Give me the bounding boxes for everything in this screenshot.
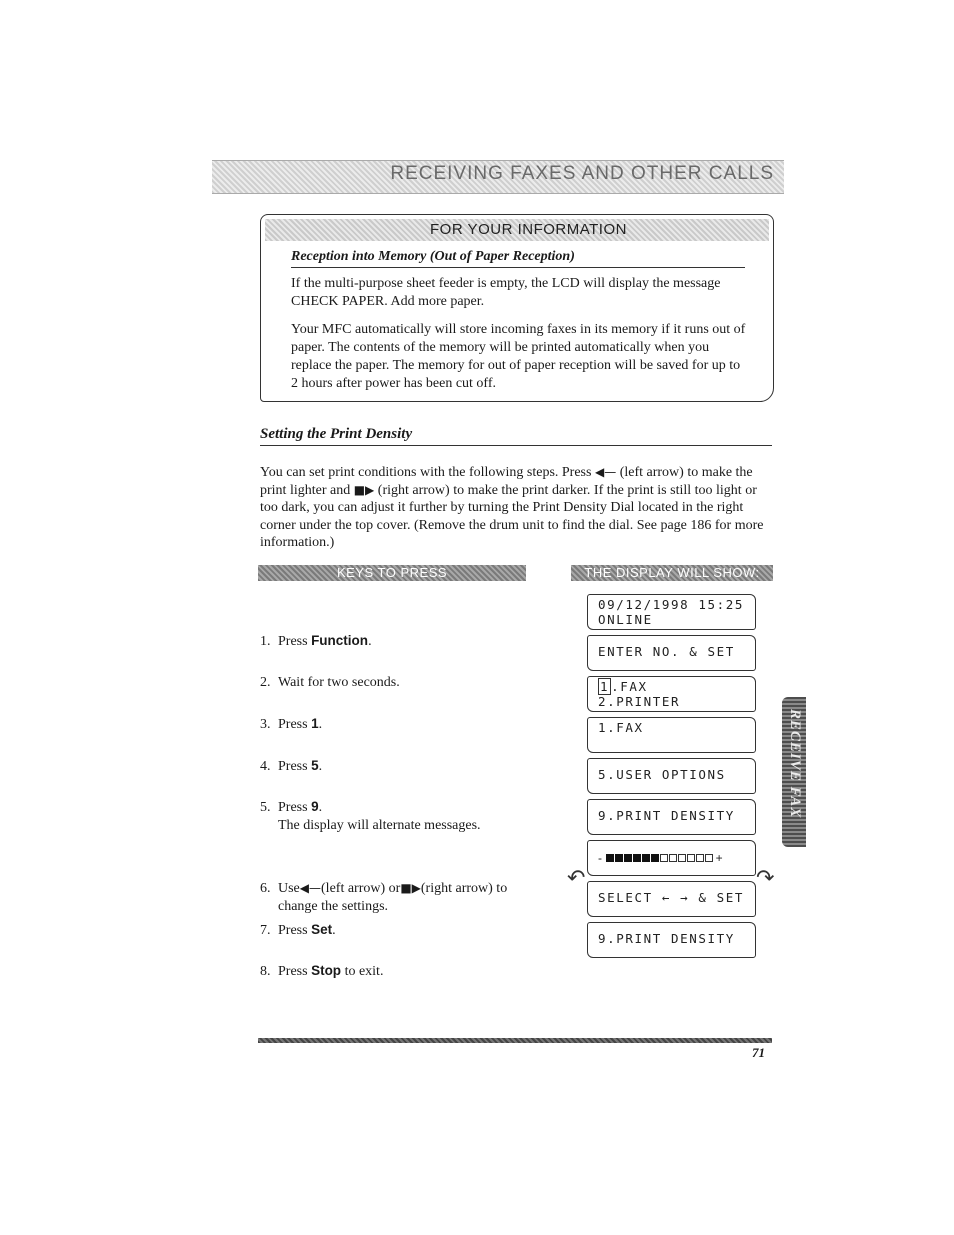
set-key: Set bbox=[311, 922, 333, 937]
density-segment-empty bbox=[678, 854, 686, 862]
step-4: 4. Press 5. bbox=[260, 758, 323, 774]
lcd-display-enter-no: ENTER NO. & SET bbox=[587, 635, 756, 671]
info-paragraph-1: If the multi-purpose sheet feeder is empty, the LCD will display the message CHECK PAPER. Add more paper. bbox=[291, 276, 721, 309]
info-banner-label: FOR YOUR INFORMATION bbox=[430, 221, 627, 238]
info-paragraph-2: Your MFC automatically will store incoming faxes in its memory if it runs out of paper. The contents of the memory will be printed automatically when you replace the paper. The memory for out of paper reception will be saved for up to 2 hours after power has been cut off. bbox=[291, 322, 746, 391]
lcd-display-fax: 1.FAX bbox=[587, 717, 756, 753]
key-5: 5 bbox=[311, 758, 319, 773]
density-level-bar bbox=[598, 851, 724, 865]
density-segment-empty bbox=[696, 854, 704, 862]
alternate-arrow-left-icon: ↶ bbox=[567, 866, 586, 891]
selected-item-indicator: 1 bbox=[600, 679, 610, 694]
stop-key: Stop bbox=[311, 963, 342, 978]
density-segment-filled bbox=[642, 854, 650, 862]
info-banner bbox=[265, 219, 769, 241]
step-8: 8. Press Stop to exit. bbox=[260, 963, 384, 979]
density-minus: - bbox=[598, 851, 604, 865]
intro-text-b: (left arrow) to make the print lighter and bbox=[260, 465, 753, 498]
density-segment-empty bbox=[705, 854, 713, 862]
step-2: 2. Wait for two seconds. bbox=[260, 675, 400, 690]
keys-to-press-heading: KEYS TO PRESS bbox=[258, 565, 526, 581]
alternate-arrow-right-icon: ↷ bbox=[756, 866, 775, 891]
lcd-display-density-bar bbox=[587, 840, 756, 876]
section-title: Setting the Print Density bbox=[260, 426, 772, 446]
right-arrow-icon: ■▶ bbox=[400, 881, 421, 895]
step-1: 1. Press Function. bbox=[260, 633, 372, 649]
density-segment-filled bbox=[624, 854, 632, 862]
info-title: Reception into Memory (Out of Paper Reception) bbox=[291, 249, 745, 268]
density-segment-filled bbox=[615, 854, 623, 862]
left-arrow-icon: ◀— bbox=[299, 881, 322, 895]
left-arrow-icon: ◀— bbox=[594, 465, 617, 479]
intro-text-c: (right arrow) to make the print darker. If the print is still too light or too dark, you can adjust it further by turning the Print Density Dial located in the right corner under the top cover. (Remove the drum unit to find the dial. See page 186 for more information.) bbox=[260, 482, 764, 550]
info-box bbox=[260, 214, 774, 402]
lcd-display-select: SELECT ← → & SET bbox=[587, 881, 756, 917]
intro-text-a: You can set print conditions with the following steps. Press bbox=[260, 465, 592, 480]
lcd-display-fax-printer: 1 .FAX 2.PRINTER bbox=[587, 676, 756, 712]
density-segment-empty bbox=[687, 854, 695, 862]
page-number: 71 bbox=[752, 1045, 765, 1060]
key-9: 9 bbox=[311, 799, 319, 814]
lcd-display-user-options: 5.USER OPTIONS bbox=[587, 758, 756, 794]
density-segment-filled bbox=[606, 854, 614, 862]
display-will-show-heading: THE DISPLAY WILL SHOW: bbox=[571, 565, 773, 581]
right-arrow-icon: ■▶ bbox=[353, 482, 375, 497]
density-segment-empty bbox=[669, 854, 677, 862]
side-tab-label: RECEIVE FAX bbox=[787, 709, 803, 819]
chapter-side-tab bbox=[782, 697, 806, 847]
running-header-title: RECEIVING FAXES AND OTHER CALLS bbox=[390, 163, 774, 184]
density-plus: + bbox=[715, 851, 725, 865]
step-7: 7. Press Set. bbox=[260, 922, 336, 938]
running-header bbox=[212, 160, 784, 194]
key-1: 1 bbox=[311, 716, 319, 731]
intro-paragraph bbox=[260, 464, 774, 552]
lcd-display-date: 09/12/1998 15:25 ONLINE bbox=[587, 594, 756, 630]
density-segment-filled bbox=[633, 854, 641, 862]
density-segments bbox=[606, 854, 714, 862]
lcd-display-print-density: 9.PRINT DENSITY bbox=[587, 799, 756, 835]
step-6: 6. Use◀—(left arrow) or■▶(right arrow) to change the settings. bbox=[260, 881, 508, 914]
density-segment-filled bbox=[651, 854, 659, 862]
lcd-display-print-density-final: 9.PRINT DENSITY bbox=[587, 922, 756, 958]
function-key: Function bbox=[311, 633, 369, 648]
step-3: 3. Press 1. bbox=[260, 716, 323, 732]
step-5: 5. Press 9. The display will alternate messages. bbox=[260, 799, 481, 833]
density-segment-empty bbox=[660, 854, 668, 862]
footer-rule bbox=[258, 1038, 772, 1043]
